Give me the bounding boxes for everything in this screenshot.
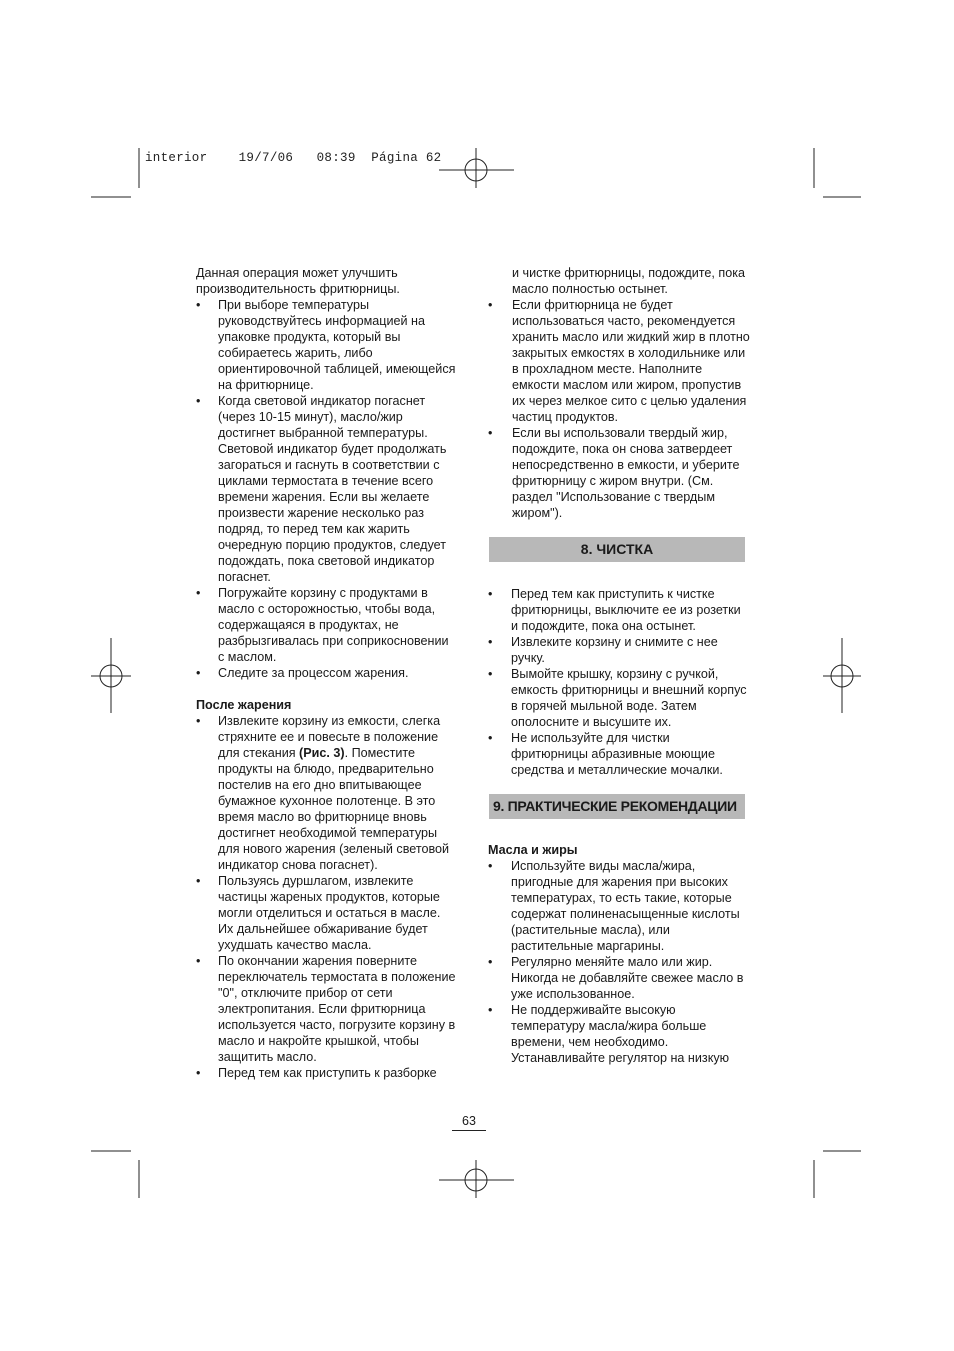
page-number: 63 xyxy=(462,1114,476,1128)
list-item: • Перед тем как приступить к разборке xyxy=(196,1066,437,1080)
right-column xyxy=(488,265,750,1066)
list-item: • Пользуясь дуршлагом, извлеките частицы жареных продуктов, которые могли отделиться и остаться в масле. Их дальнейшее обжаривание будет ухудшать качество масла. xyxy=(196,874,441,952)
bullet-glyph: • xyxy=(196,666,201,680)
cleaning-list xyxy=(488,586,750,778)
list-item: • Используйте виды масла/жира, пригодные для жарения при высоких температурах, то есть такие, которые содержат полиненасыщенные кислоты (растительные масла), или растительные маргарины. xyxy=(488,859,740,953)
oils-fats-heading: Масла и жиры xyxy=(488,843,578,857)
print-slug: interior 19/7/06 08:39 Página 62 xyxy=(145,151,442,165)
bullet-glyph: • xyxy=(488,667,493,681)
list-item: • Не поддерживайте высокую температуру масла/жира больше времени, чем необходимо. Устанавливайте регулятор на низкую xyxy=(488,1003,730,1065)
left-column xyxy=(196,265,458,1081)
bullet-glyph: • xyxy=(196,874,201,888)
list-item: • При выборе температуры руководствуйтесь информацией на упаковке продукта, который вы собираетесь жарить, либо ориентировочной таблицей, имеющейся на фритюрнице. xyxy=(196,298,456,392)
bullet-glyph: • xyxy=(196,298,201,312)
list-item: • По окончании жарения поверните переключатель термостата в положение "0", отключите прибор от сети электропитания. Если фритюрница используется часто, погрузите корзину в масло и накройте крышкой, чтобы защитить масло. xyxy=(196,954,456,1064)
bullet-glyph: • xyxy=(488,731,493,745)
registration-mark-left xyxy=(91,638,131,713)
bullet-glyph: • xyxy=(488,859,493,873)
list-item: • Вымойте крышку, корзину с ручкой, емкость фритюрницы и внешний корпус в горячей мыльной воде. Затем ополосните и высушите их. xyxy=(488,667,747,729)
list-item: • Извлеките корзину из емкости, слегка стряхните ее и повесьте в положение для стекания (Рис. 3). Поместите продукты на блюдо, предварительно постелив на его дно впитывающее бумажное кухонное полотенце. В это время масло во фритюрнице вновь достигнет необходимой температуры для нового жарения (зеленый световой индикатор снова погаснет). xyxy=(196,714,450,872)
bullet-glyph: • xyxy=(196,586,201,600)
bullet-glyph: • xyxy=(196,954,201,968)
intro-paragraph: Данная операция может улучшить производительность фритюрницы. xyxy=(196,266,400,296)
continued-paragraph: и чистке фритюрницы, подождите, пока масло полностью остынет. xyxy=(512,266,746,296)
section-heading-practical-tips: 9. ПРАКТИЧЕСКИЕ РЕКОМЕНДАЦИИ xyxy=(489,794,745,819)
bullet-glyph: • xyxy=(488,635,493,649)
list-item: • Если фритюрница не будет использоваться часто, рекомендуется хранить масло или жидкий жир в плотно закрытых емкостях в холодильнике или в прохладном месте. Наполните емкости маслом или жиром, пропустив их через мелкое сито с целью удаления частиц продуктов. xyxy=(488,298,750,424)
bullet-glyph: • xyxy=(488,955,493,969)
bullet-glyph: • xyxy=(488,1003,493,1017)
figure-reference: (Рис. 3) xyxy=(299,746,345,760)
bullet-glyph: • xyxy=(488,426,493,440)
page-number-rule xyxy=(452,1130,486,1131)
registration-mark-bottom xyxy=(439,1160,514,1198)
list-item: • Погружайте корзину с продуктами в масло с осторожностью, чтобы вода, содержащаяся в продуктах, не разбрызгивалась при соприкосновении с маслом. xyxy=(196,586,449,664)
list-item: • Не используйте для чистки фритюрницы абразивные моющие средства и металлические мочалки. xyxy=(488,731,723,777)
after-frying-list xyxy=(196,713,458,1081)
bullet-glyph: • xyxy=(196,1066,201,1080)
list-item: • Регулярно меняйте мало или жир. Никогда не добавляйте свежее масло в уже использованное. xyxy=(488,955,744,1001)
list-item: • Если вы использовали твердый жир, подождите, пока он снова затвердеет непосредственно в емкости, и уберите фритюрницу с жиром внутри. (См. раздел "Использование с твердым жиром"). xyxy=(488,426,740,520)
registration-mark-top xyxy=(439,148,514,188)
list-item: • Извлеките корзину и снимите с нее ручку. xyxy=(488,635,718,665)
list-item: • Когда световой индикатор погаснет (через 10-15 минут), масло/жир достигнет выбранной температуры. Световой индикатор будет продолжать загораться и гаснуть в соответствии с циклами термостата в течение всего времени жарения. Если вы желаете произвести жарение несколько раз подряд, то перед тем как жарить очередную порцию продуктов, следует подождать, пока световой индикатор погаснет. xyxy=(196,394,447,584)
frying-tips-list xyxy=(196,297,458,681)
bullet-glyph: • xyxy=(488,298,493,312)
registration-mark-right xyxy=(823,638,861,713)
after-frying-heading: После жарения xyxy=(196,698,292,712)
bullet-glyph: • xyxy=(488,587,493,601)
bullet-glyph: • xyxy=(196,714,201,728)
oils-fats-list xyxy=(488,858,750,1066)
bullet-glyph: • xyxy=(196,394,201,408)
section-heading-cleaning: 8. ЧИСТКА xyxy=(489,537,745,562)
list-item: • Перед тем как приступить к чистке фритюрницы, выключите ее из розетки и подождите, пока она остынет. xyxy=(488,587,741,633)
list-item: • Следите за процессом жарения. xyxy=(196,666,409,680)
storage-tips-list xyxy=(488,297,750,521)
